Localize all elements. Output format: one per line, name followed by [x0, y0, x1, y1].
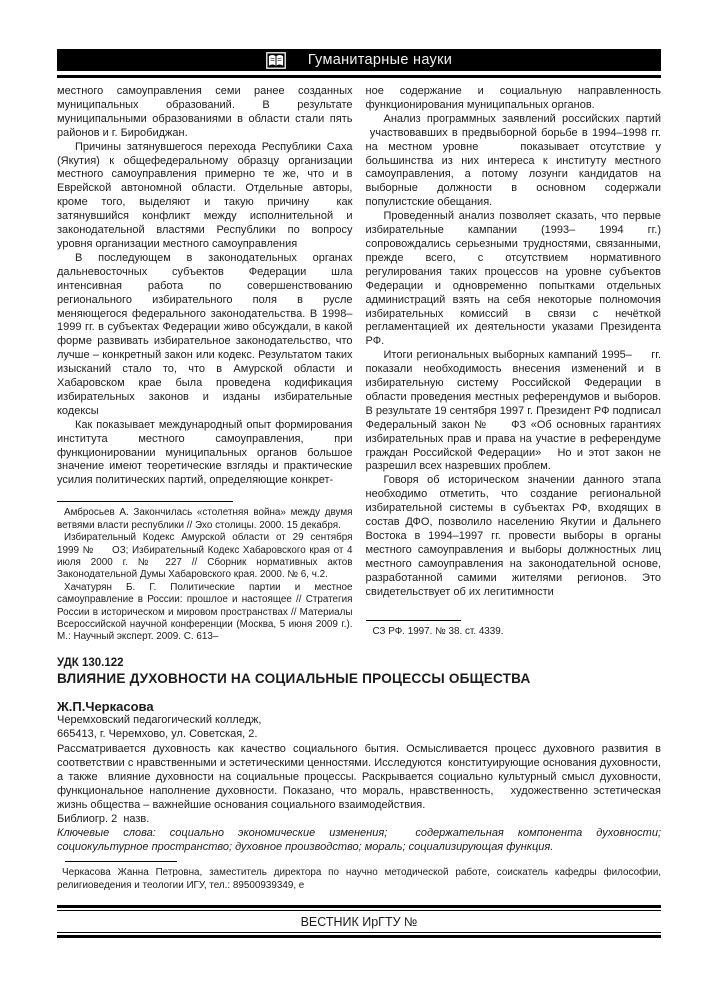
left-column — [57, 85, 353, 645]
article-body-columns — [57, 85, 661, 645]
page-header — [57, 0, 661, 78]
body-paragraph: Анализ программных заявлений российских партий участвовавших в предвыборной борьбе в 1994–1998 гг. на местном уровне показывает отсутствие у большинства из них интереса к институту местного самоуправления, а потому лозунги кандидатов на выборные должности в основном содержали популистские обещания. — [365, 112, 661, 209]
open-book-icon — [266, 52, 286, 69]
body-paragraph: Говоря об историческом значении данного этапа необходимо отметить, что создание региональной избирательной системы в субъектах РФ, входящих в состав ДФО, позволило населению Якутии и Дальнего Востока в 1994–1997 гг. провести выборы в органы местного самоуправления и выборы должностных лиц местного самоуправления на законодательной основе, разработанной самими жителями регионов. Это свидетельствует об их легитимности — [365, 474, 661, 598]
author-note-separator — [65, 861, 177, 862]
body-paragraph: ное содержание и социальную направленность функционирования муниципальных органов. — [365, 85, 661, 111]
affiliation-address: 665413, г. Черемхово, ул. Советская, 2. — [57, 727, 258, 740]
body-paragraph: Причины затянувшегося перехода Республики Саха (Якутия) к общефедеральному образцу организации местного самоуправления примерно те же, что и в Еврейской автономной области. Отдельные авторы, кроме того, выделяют и такую причину как затянувшийся конфликт между исполнительной и законодательной властями Республики по вопросу уровня организации местного самоуправления — [57, 140, 353, 250]
udk-code: УДК 130.122 — [57, 657, 124, 669]
right-column — [366, 85, 662, 645]
bibliography-note: Библиогр. 2 назв. — [57, 813, 150, 826]
footer-rule-thin-bottom — [57, 932, 661, 933]
article-title: ВЛИЯНИЕ ДУХОВНОСТИ НА СОЦИАЛЬНЫЕ ПРОЦЕССЫ ОБЩЕСТВА — [57, 671, 531, 686]
abstract-text: Рассматривается духовность как качество социального бытия. Осмысливается процесс духовного развития в соответствии с нравственными и эстетическими ценностями. Исследуются конституирующие основания духовности, а также влияние духовности на социальные процессы. Раскрывается социально культурный смысл духовности, функциональное наполнение духовности. Показано, что мораль, нравственность, художественно эстетическая жизнь общества – важнейшие основания социального взаимодействия. — [57, 743, 661, 812]
footnote: СЗ РФ. 1997. № 38. ст. 4339. — [372, 625, 504, 637]
footnote: Избирательный Кодекс Амурской области от 29 сентября 1999 № ОЗ; Избирательный Кодекс Хабаровского края от 4 июля 2000 г. № 227 // Сборник нормативных актов Законодательной Думы Хабаровского края. 2000. № 6, ч.2. — [57, 532, 353, 581]
body-paragraph: местного самоуправления семи ранее созданных муниципальных образований. В результате муниципальными образованиями в области стали пять районов и г. Биробиджан. — [57, 85, 353, 139]
footnote: Амбросьев А. Закончилась «столетняя война» между двумя ветвями власти республики // Эхо столицы. 2000. 15 декабря. — [57, 507, 353, 531]
section-title: Гуманитарные науки — [307, 52, 453, 68]
section-band — [57, 49, 661, 71]
body-paragraph: В последующем в законодательных органах дальневосточных субъектов Федерации шла интенсивная работа по совершенствованию регионального избирательного поля в русле меняющегося федерального законодательства. В 1998– 1999 гг. в субъектах Федерации живо обсуждали, в какой форме развивать избирательное законодательство, что лучше – конкретный закон или кодекс. Результатом таких изысканий стало то, что в Амурской области и Хабаровском крае была проведена кодификация избирательных законов и изданы избирательные кодексы — [57, 251, 353, 417]
header-rule — [57, 75, 661, 78]
footnote-separator — [366, 620, 461, 621]
footnote-separator — [57, 501, 233, 502]
author-note-block — [57, 861, 661, 892]
footnote: Хачатурян Б. Г. Политические партии и местное самоуправление в России: прошлое и настоящее // Стратегия России в историческом и мировом пространствах // Материалы Всероссийской научной конференции (Москва, 5 июня 2009 г.). М.: Научный эксперт. 2009. С. 613– — [57, 581, 353, 643]
author-note: Черкасова Жанна Петровна, заместитель директора по научно методической работе, соискатель кафедры философии, религиоведения и теологии ИГУ, тел.: 89500939349, е — [57, 867, 661, 891]
body-paragraph: Как показывает международный опыт формирования института местного самоуправления, при функционировании муниципальных органов большое значение имеют теоретические взгляды и практические усилия политических партий, определяющие конкрет- — [57, 418, 353, 487]
article-head — [57, 657, 661, 854]
author-name: Ж.П.Черкасова — [57, 699, 154, 714]
footer-rule-thick-top — [57, 905, 661, 908]
page-footer — [57, 905, 661, 938]
journal-title: ВЕСТНИК ИрГТУ № — [300, 915, 418, 930]
footer-rule-thick-bottom — [57, 935, 661, 938]
body-paragraph: Проведенный анализ позволяет сказать, что первые избирательные кампании (1993– 1994 гг.) сопровождались серьезными трудностями, связанными, прежде всего, с отсутствием нормативного регулирования таких процессов на уровне субъектов Федерации и одновременно попытками отдельных администраций взять на себя некоторые полномочия избирательных комиссий в связи с нечёткой регламентацией их деятельности указами Президента РФ. — [365, 210, 661, 348]
affiliation: Черемховский педагогический колледж, — [57, 714, 262, 726]
body-paragraph: Итоги региональных выборных кампаний 1995– гг. показали необходимость внесения изменений и в избирательную систему Российской Федерации в области проведения местных референдумов и выборов. В результате 19 сентября 1997 г. Президент РФ подписал Федеральный закон № ФЗ «Об основных гарантиях избирательных прав и права на участие в референдуме граждан Российской Федерации» Но и этот закон не разрешил всех назревших проблем. — [365, 349, 661, 473]
keywords-line: Ключевые слова: социально экономические изменения; содержательная компонента духовности; социокультурное пространство; духовное производство; мораль; социализирующая функция. — [57, 827, 661, 854]
